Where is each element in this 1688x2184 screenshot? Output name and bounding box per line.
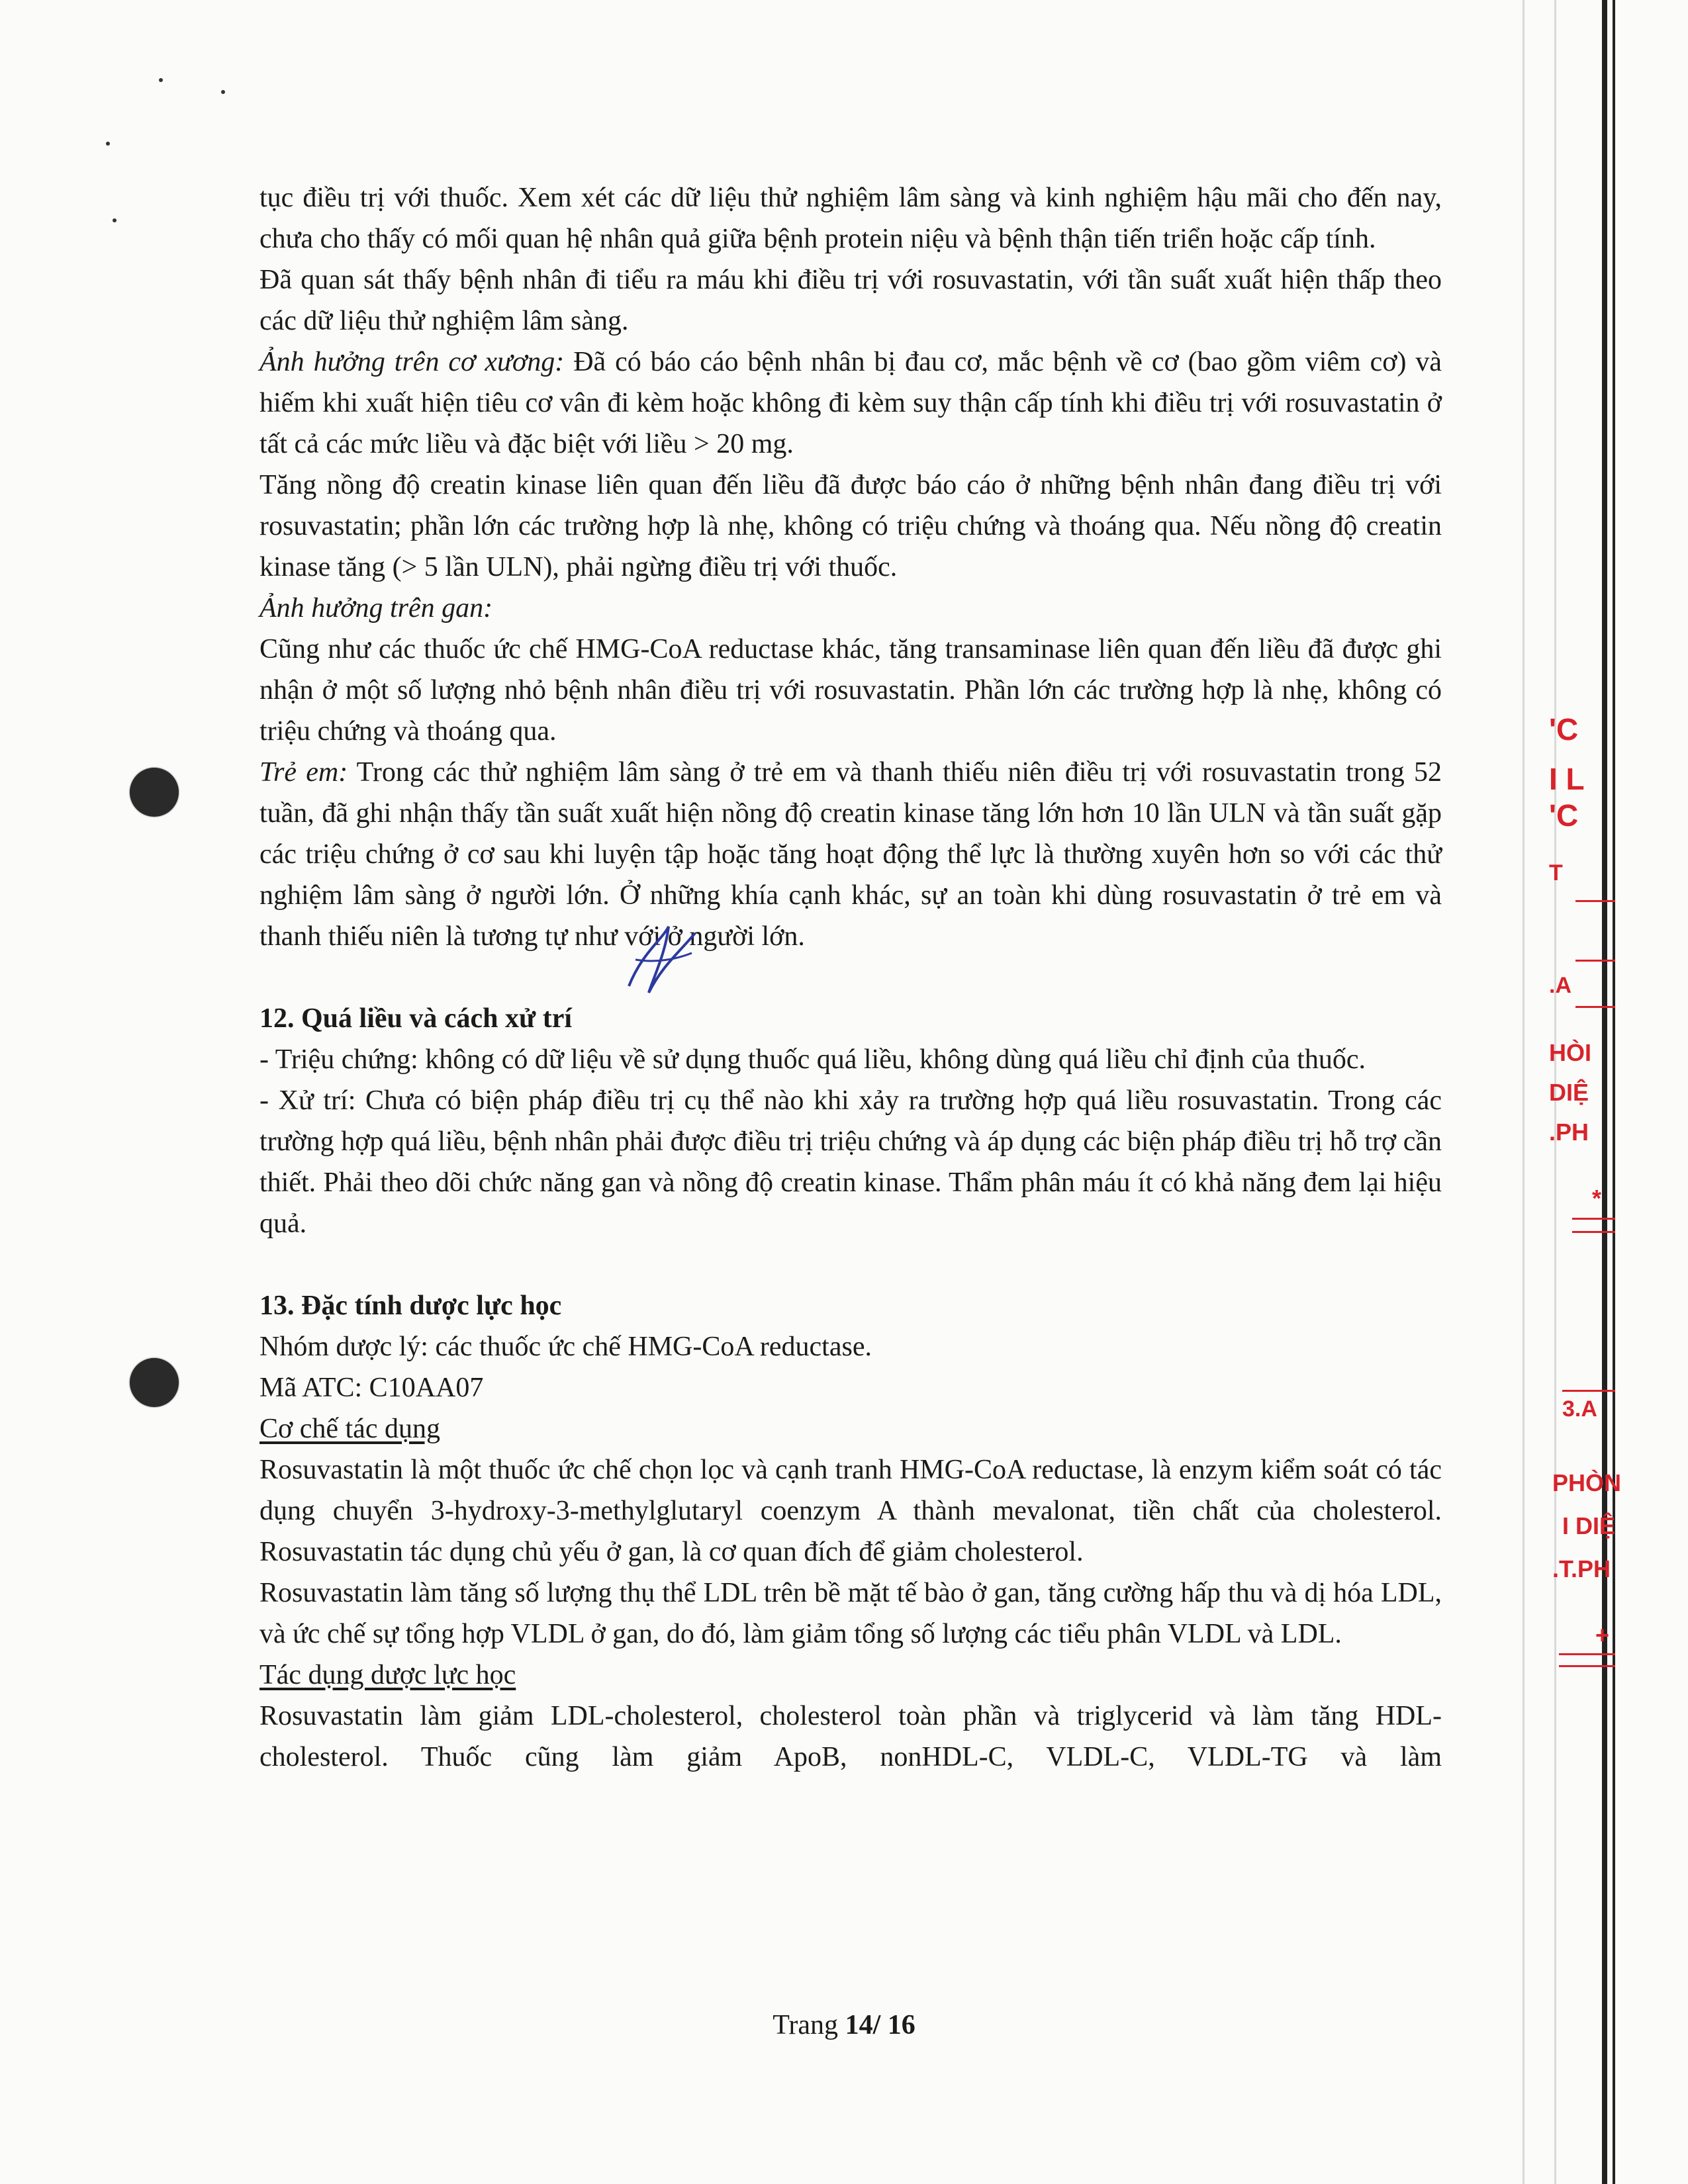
section-13-heading: 13. Đặc tính dược lực học — [259, 1291, 562, 1321]
scan-edge-2 — [1613, 0, 1615, 2184]
stamp-line — [1575, 900, 1615, 902]
mechanism-subheading: Cơ chế tác dụng — [259, 1414, 440, 1444]
stamp-fragment: PHÒN — [1552, 1469, 1622, 1496]
scan-speck — [221, 90, 225, 94]
scan-speck — [159, 78, 163, 82]
stamp-fragment: .A — [1549, 973, 1571, 998]
stamp-line — [1572, 1231, 1615, 1233]
stamp-line — [1559, 1653, 1615, 1655]
stamp-fragment: I L — [1549, 762, 1585, 796]
subheading-children: Trẻ em: — [259, 757, 348, 788]
paragraph: tục điều trị với thuốc. Xem xét các dữ liệu thử nghiệm lâm sàng và kinh nghiệm hậu mãi cho đến nay, chưa cho thấy có mối quan hệ nhân quả giữa bệnh protein niệu và bệnh thận tiến triển hoặc cấp tính. — [259, 183, 1442, 254]
stamp-fragment: 3.A — [1562, 1396, 1597, 1422]
overdose-treatment: - Xử trí: Chưa có biện pháp điều trị cụ thể nào khi xảy ra trường hợp quá liều rosuvastatin. Trong các trường hợp quá liều, bệnh nhân phải được điều trị triệu chứng và áp dụng các biện pháp điều trị hỗ trợ cần thiết. Phải theo dõi chức năng gan và nồng độ creatin kinase. Thẩm phân máu ít có khả năng đem lại hiệu quả. — [259, 1085, 1442, 1239]
paragraph-creatin-kinase: Tăng nồng độ creatin kinase liên quan đến liều đã được báo cáo ở những bệnh nhân đang điều trị với rosuvastatin; phần lớn các trường hợp là nhẹ, không có triệu chứng và thoáng qua. Nếu nồng độ creatin kinase tăng (> 5 lần ULN), phải ngừng điều trị với thuốc. — [259, 470, 1442, 582]
stamp-fragment: T — [1549, 860, 1563, 886]
punch-hole — [130, 1358, 179, 1407]
paragraph-children — [259, 752, 1442, 957]
paragraph: Đã quan sát thấy bệnh nhân đi tiểu ra máu khi điều trị với rosuvastatin, với tần suất xuất hiện thấp theo các dữ liệu thử nghiệm lâm sàng. — [259, 265, 1442, 336]
scan-edge — [1602, 0, 1607, 2184]
subheading-musculoskeletal: Ảnh hưởng trên cơ xương: — [259, 347, 565, 377]
footer-prefix: Trang — [773, 2010, 845, 2040]
stamp-fragment: .T.PH — [1552, 1555, 1611, 1582]
stamp-line — [1575, 1006, 1615, 1008]
stamp-line — [1562, 1390, 1615, 1392]
pharmacodynamics-subheading: Tác dụng dược lực học — [259, 1660, 516, 1690]
page-fold-line — [1523, 0, 1524, 2184]
stamp-fragment: .PH — [1549, 1118, 1589, 1146]
subheading-liver: Ảnh hưởng trên gan: — [259, 593, 493, 623]
page-number: 14/ 16 — [845, 2010, 915, 2040]
musculoskeletal-text: Đã có báo cáo bệnh nhân bị đau cơ, mắc bệnh về cơ (bao gồm viêm cơ) và hiếm khi xuất hiện tiêu cơ vân đi kèm hoặc không đi kèm suy thận cấp tính khi điều trị với rosuvastatin ở tất cả các mức liều và đặc biệt với liều > 20 mg. — [259, 347, 1442, 459]
stamp-fragment: + — [1595, 1621, 1610, 1649]
stamp-fragment: 'C — [1549, 798, 1579, 833]
section-12-heading: 12. Quá liều và cách xử trí — [259, 1003, 573, 1034]
stamp-line — [1575, 960, 1615, 962]
overdose-symptoms: - Triệu chứng: không có dữ liệu về sử dụng thuốc quá liều, không dùng quá liều chỉ định của thuốc. — [259, 1044, 1366, 1075]
stamp-line — [1572, 1218, 1615, 1220]
pharmacological-group: Nhóm dược lý: các thuốc ức chế HMG-CoA reductase. — [259, 1332, 872, 1362]
mechanism-paragraph-1: Rosuvastatin là một thuốc ức chế chọn lọc và cạnh tranh HMG-CoA reductase, là enzym kiểm soát có tác dụng chuyển 3-hydroxy-3-methylglutaryl coenzym A thành mevalonat, tiền chất của cholesterol. Rosuvastatin tác dụng chủ yếu ở gan, là cơ quan đích để giảm cholesterol. — [259, 1455, 1442, 1567]
signature-mark — [616, 913, 708, 1006]
pharmacodynamics-paragraph: Rosuvastatin làm giảm LDL-cholesterol, cholesterol toàn phần và triglycerid và làm tăng HDL-cholesterol. Thuốc cũng làm giảm ApoB, nonHDL-C, VLDL-C, VLDL-TG và làm — [259, 1701, 1442, 1772]
paragraph-liver: Cũng như các thuốc ức chế HMG-CoA reductase khác, tăng transaminase liên quan đến liều đã được ghi nhận ở một số lượng nhỏ bệnh nhân điều trị với rosuvastatin. Phần lớn các trường hợp là nhẹ, không có triệu chứng và thoáng qua. — [259, 634, 1442, 747]
stamp-fragment: DIỆ — [1549, 1079, 1589, 1106]
stamp-line — [1559, 1665, 1615, 1667]
mechanism-paragraph-2: Rosuvastatin làm tăng số lượng thụ thể LDL trên bề mặt tế bào ở gan, tăng cường hấp thu và dị hóa LDL, và ức chế sự tổng hợp VLDL ở gan, do đó, làm giảm tổng số lượng các tiểu phân VLDL và LDL. — [259, 1578, 1442, 1649]
page-footer — [0, 2009, 1688, 2041]
paragraph-musculoskeletal — [259, 341, 1442, 465]
punch-hole — [130, 768, 179, 817]
atc-code: Mã ATC: C10AA07 — [259, 1373, 484, 1403]
scan-speck — [113, 218, 117, 222]
scan-speck — [106, 142, 110, 146]
stamp-fragment: 'C — [1549, 712, 1579, 747]
stamp-fragment: I DIỆ — [1562, 1512, 1616, 1539]
stamp-fragment: * — [1592, 1185, 1602, 1212]
children-text: Trong các thử nghiệm lâm sàng ở trẻ em và thanh thiếu niên điều trị với rosuvastatin trong 52 tuần, đã ghi nhận thấy tần suất xuất hiện nồng độ creatin kinase tăng lớn hơn 10 lần ULN và tần suất gặp các triệu chứng ở cơ sau khi luyện tập hoặc tăng hoạt động thể lực là thường xuyên hơn so với các thử nghiệm lâm sàng ở người lớn. Ở những khía cạnh khác, sự an toàn khi dùng rosuvastatin ở trẻ em và thanh thiếu niên là tương tự như với ở người lớn. — [259, 757, 1442, 952]
stamp-fragment: HÒI — [1549, 1039, 1592, 1066]
document-body — [259, 177, 1442, 1778]
